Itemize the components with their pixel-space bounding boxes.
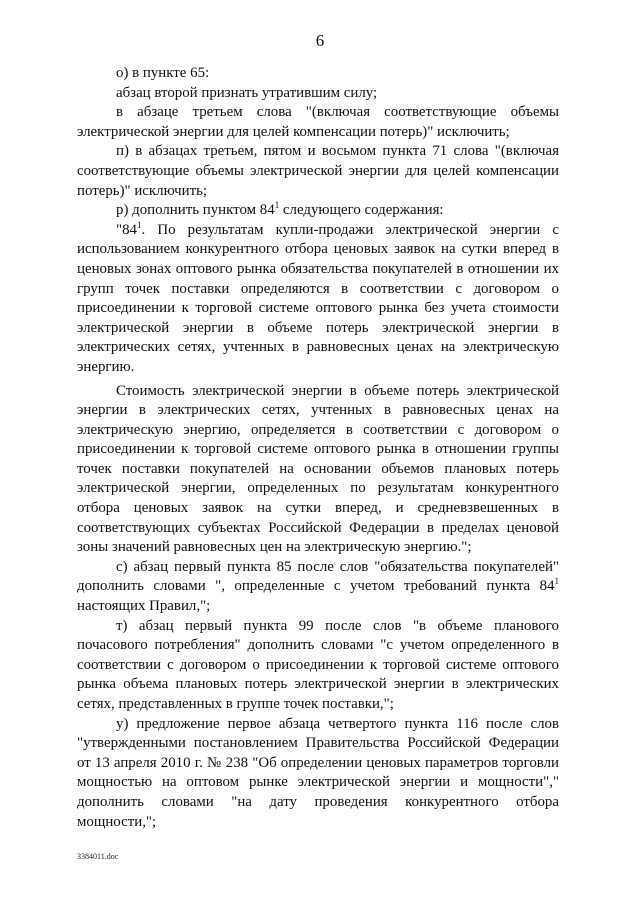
paragraph-r-text: р) дополнить пунктом 84 [116,202,275,219]
document-body [77,64,559,832]
paragraph-t: т) абзац первый пункта 99 после слов "в объеме планового почасового потребления" дополнить словами "с учетом определенного в соответствии с договором о присоединении к торговой системе оптового рынка объема плановых потерь электрической энергии в электрических сетях, представленных в группе точек поставки,"; [77,617,559,712]
paragraph-abzac-tretiy: в абзаце третьем слова "(включая соответствующие объемы электрической энергии для целей компенсации потерь)" исключить; [77,104,559,140]
file-name-footer: 3384011.doc [77,852,119,861]
paragraph-abzac-vtoroy: абзац второй признать утратившим силу; [116,84,378,101]
paragraph-84-1-lead: "84 [116,221,137,238]
paragraph-s-text: с) абзац первый пункта 85 после слов "обязательства покупателей" дополнить словами ", определенные с учетом требований пункта 84 [77,558,559,595]
paragraph-s [77,558,559,617]
paragraph-p: п) в абзацах третьем, пятом и восьмом пункта 71 слова "(включая соответствующие объемы электрической энергии для целей компенсации потерь)" исключить; [77,143,559,199]
paragraph-r-tail: следующего содержания: [279,202,444,219]
page-number: 6 [315,31,325,50]
paragraph-s-tail: настоящих Правил,"; [77,598,211,615]
superscript: 1 [274,200,280,211]
superscript: 1 [136,219,142,230]
paragraph-84-1-text: . По результатам купли-продажи электрической энергии с использованием конкурентного отбора ценовых заявок на сутки вперед в ценовых зонах оптового рынка обязательства покупателей в отношении их групп точек поставки определяются в соответствии с договором о присоединении к торговой системе оптового рынка без учета стоимости электрической энергии в объеме потерь электрической энергии в электрических сетях, учтенных в равновесных ценах на электрическую энергию. [77,221,559,375]
paragraph-r [77,201,559,221]
paragraph-u: у) предложение первое абзаца четвертого пункта 116 после слов "утвержденными постановлением Правительства Российской Федерации от 13 апреля 2010 г. № 238 "Об определении ценовых параметров торговли мощностью на оптовом рынке электрической энергии и мощности"," дополнить словами "на дату проведения конкурентного отбора мощности,"; [77,715,559,830]
paragraph-stoimost: Стоимость электрической энергии в объеме потерь электрической энергии в электрических сетях, учтенных в равновесных ценах на электрическую энергию, определяется в соответствии с договором о присоединении к торговой системе оптового рынка в отношении группы точек поставки покупателей на основании объемов плановых потерь электрической энергии, определенных по результатам конкурентного отбора ценовых заявок на сутки вперед, и средневзвешенных в соответствующих субъектах Российской Федерации в пределах ценовой зоны значений равновесных цен на электрическую энергию."; [77,382,559,556]
superscript: 1 [554,576,559,587]
paragraph-o: о) в пункте 65: [116,65,210,81]
paragraph-84-1 [77,221,559,378]
